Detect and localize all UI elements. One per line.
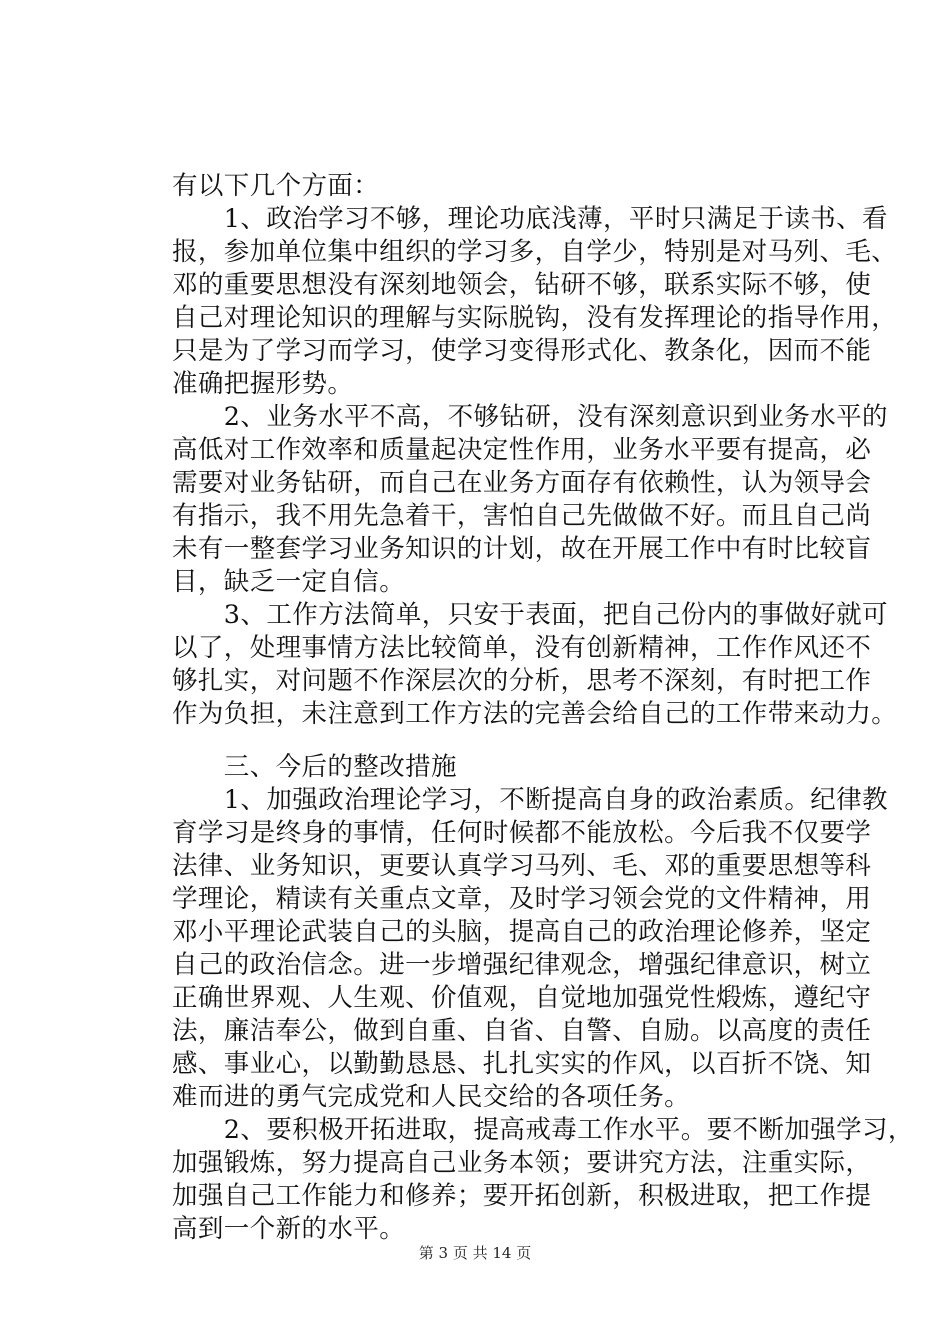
text-line: 正确世界观、人生观、价值观，自觉地加强党性煅炼，遵纪守 [172, 983, 872, 1013]
text-line: 作为负担，未注意到工作方法的完善会给自己的工作带来动力。 [172, 699, 898, 729]
text-line: 法，廉洁奉公，做到自重、自省、自警、自励。以高度的责任 [172, 1016, 872, 1046]
text-line: 够扎实，对问题不作深层次的分析，思考不深刻，有时把工作 [172, 666, 872, 696]
text-line: 3、工作方法简单，只安于表面，把自己份内的事做好就可 [172, 600, 888, 630]
text-line: 以了，处理事情方法比较简单，没有创新精神，工作作风还不 [172, 633, 872, 663]
text-line: 高低对工作效率和质量起决定性作用，业务水平要有提高，必 [172, 435, 872, 465]
text-line: 高到一个新的水平。 [172, 1214, 406, 1244]
text-line: 有指示，我不用先急着干，害怕自己先做做不好。而且自己尚 [172, 501, 872, 531]
text-line: 难而进的勇气完成党和人民交给的各项任务。 [172, 1082, 691, 1112]
text-line: 自己对理论知识的理解与实际脱钩，没有发挥理论的指导作用， [172, 303, 898, 333]
text-line: 感、事业心，以勤勤恳恳、扎扎实实的作风，以百折不饶、知 [172, 1049, 872, 1079]
section-heading: 三、今后的整改措施 [172, 752, 457, 782]
text-line: 育学习是终身的事情，任何时候都不能放松。今后我不仅要学 [172, 818, 872, 848]
page-footer [0, 1243, 950, 1263]
text-line: 加强锻炼，努力提高自己业务本领；要讲究方法，注重实际， [172, 1148, 872, 1178]
text-line: 2、要积极开拓进取，提高戒毒工作水平。要不断加强学习， [172, 1115, 914, 1145]
text-line: 需要对业务钻研，而自己在业务方面存有依赖性，认为领导会 [172, 468, 872, 498]
text-line: 准确把握形势。 [172, 369, 354, 399]
text-line: 目，缺乏一定自信。 [172, 567, 406, 597]
text-line: 法律、业务知识，更要认真学习马列、毛、邓的重要思想等科 [172, 851, 872, 881]
text-line: 未有一整套学习业务知识的计划，故在开展工作中有时比较盲 [172, 534, 872, 564]
text-line: 邓小平理论武装自己的头脑，提高自己的政治理论修养，坚定 [172, 917, 872, 947]
text-line: 自己的政治信念。进一步增强纪律观念，增强纪律意识，树立 [172, 950, 872, 980]
page-total: 共 14 页 [472, 1244, 532, 1262]
text-line: 只是为了学习而学习，使学习变得形式化、教条化，因而不能 [172, 336, 872, 366]
text-line: 1、政治学习不够，理论功底浅薄，平时只满足于读书、看 [172, 204, 888, 234]
text-line: 1、加强政治理论学习，不断提高自身的政治素质。纪律教 [172, 785, 888, 815]
text-line: 学理论，精读有关重点文章，及时学习领会党的文件精神，用 [172, 884, 872, 914]
text-line: 邓的重要思想没有深刻地领会，钻研不够，联系实际不够，使 [172, 270, 872, 300]
text-line: 报，参加单位集中组织的学习多，自学少，特别是对马列、毛、 [172, 237, 898, 267]
text-line: 有以下几个方面： [172, 171, 380, 201]
page-number: 第 3 页 [418, 1244, 468, 1262]
text-line: 2、业务水平不高，不够钻研，没有深刻意识到业务水平的 [172, 402, 888, 432]
text-line: 加强自己工作能力和修养；要开拓创新，积极进取，把工作提 [172, 1181, 872, 1211]
